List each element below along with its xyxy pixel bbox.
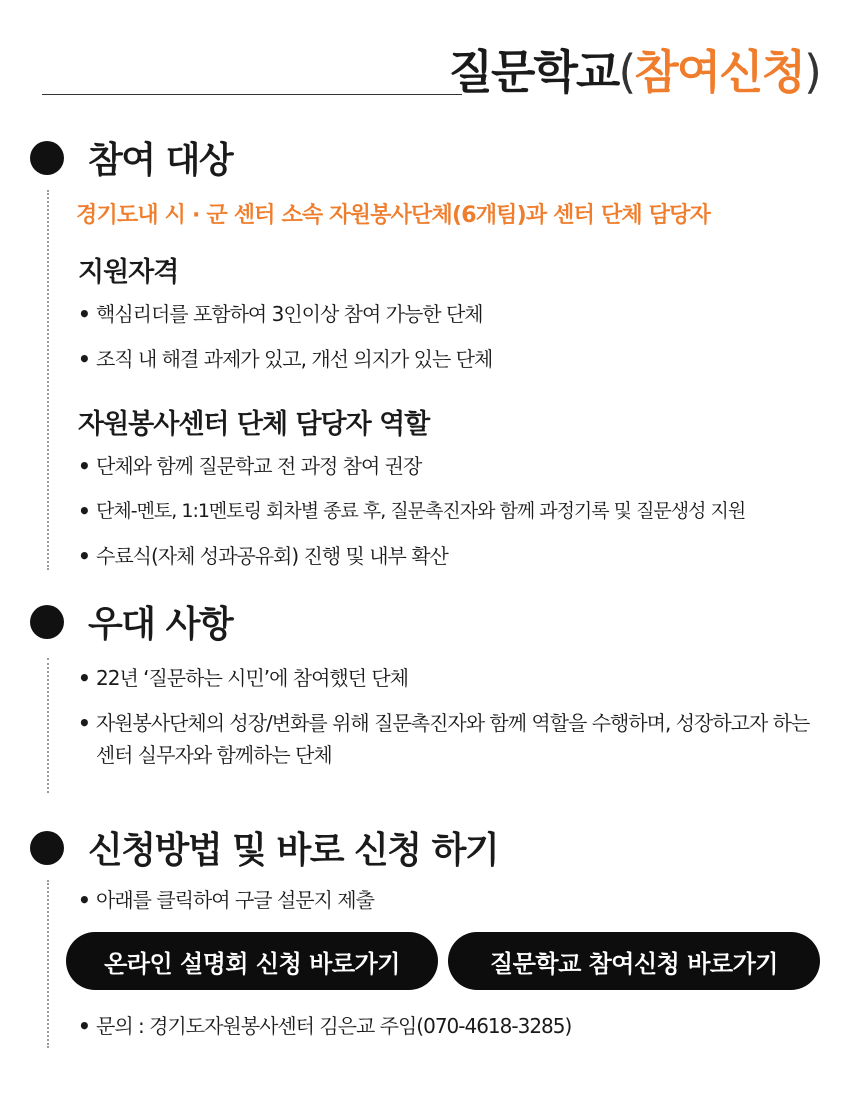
contact-text: 문의 : 경기도자원봉사센터 김은교 주임(070-4618-3285) bbox=[96, 1014, 572, 1038]
list-item bbox=[78, 662, 408, 694]
bullet-mark: • bbox=[78, 711, 90, 735]
list-item bbox=[78, 343, 492, 375]
list-item bbox=[78, 540, 448, 572]
list-item-text: 핵심리더를 포함하여 3인이상 참여 가능한 단체 bbox=[96, 302, 483, 326]
dotted-divider bbox=[47, 658, 49, 793]
list-item-text: 자원봉사단체의 성장/변화를 위해 질문촉진자와 함께 역할을 수행하며, 성장하고자 하는 센터 실무자와 함께하는 단체 bbox=[95, 711, 810, 767]
bullet-mark: • bbox=[78, 499, 90, 523]
bullet-dot-icon bbox=[30, 605, 64, 639]
page-title-main: 질문학교 bbox=[448, 45, 619, 99]
bullet-mark: • bbox=[78, 302, 90, 326]
list-item bbox=[78, 450, 421, 482]
bullet-mark: • bbox=[78, 888, 90, 912]
bullet-mark: • bbox=[78, 544, 90, 568]
section-title: 우대 사항 bbox=[88, 604, 233, 645]
list-item-text: 22년 ‘질문하는 시민’에 참여했던 단체 bbox=[96, 666, 409, 690]
page-title-paren-close: ) bbox=[804, 45, 820, 99]
list-item-text: 조직 내 해결 과제가 있고, 개선 의지가 있는 단체 bbox=[96, 347, 493, 371]
list-item-text: 아래를 클릭하여 구글 설문지 제출 bbox=[96, 888, 374, 912]
bullet-mark: • bbox=[78, 1014, 90, 1038]
apply-button[interactable]: 질문학교 참여신청 바로가기 bbox=[448, 932, 820, 990]
dotted-divider bbox=[47, 190, 49, 570]
section-title: 신청방법 및 바로 신청 하기 bbox=[88, 830, 499, 871]
bullet-mark: • bbox=[78, 666, 90, 690]
list-item bbox=[78, 495, 745, 527]
bullet-mark: • bbox=[78, 454, 90, 478]
section-title: 참여 대상 bbox=[88, 140, 233, 181]
info-session-button[interactable]: 온라인 설명회 신청 바로가기 bbox=[66, 932, 438, 990]
section-participants-heading bbox=[30, 132, 232, 183]
section-preference-heading bbox=[30, 596, 232, 647]
page-title-highlight: 참여신청 bbox=[634, 45, 805, 99]
bullet-mark: • bbox=[78, 347, 90, 371]
list-item-text: 단체-멘토, 1:1멘토링 회차별 종료 후, 질문촉진자와 함께 과정기록 및 질문생성 지원 bbox=[96, 500, 746, 522]
bullet-dot-icon bbox=[30, 831, 64, 865]
list-item bbox=[78, 884, 374, 916]
contact-item bbox=[78, 1010, 571, 1042]
target-highlight: 경기도내 시 · 군 센터 소속 자원봉사단체(6개팀)과 센터 단체 담당자 bbox=[76, 203, 711, 228]
header-rule bbox=[42, 94, 462, 95]
list-item bbox=[78, 298, 483, 330]
page-title bbox=[449, 40, 820, 104]
section-apply-heading bbox=[30, 822, 498, 873]
qualification-heading: 지원자격 bbox=[78, 257, 179, 288]
page-title-paren-open: ( bbox=[618, 45, 635, 99]
bullet-dot-icon bbox=[30, 141, 64, 175]
list-item-text: 수료식(자체 성과공유회) 진행 및 내부 확산 bbox=[96, 544, 448, 568]
dotted-divider bbox=[47, 880, 49, 1048]
list-item-text: 단체와 함께 질문학교 전 과정 참여 권장 bbox=[96, 454, 422, 478]
list-item bbox=[78, 707, 818, 771]
role-heading: 자원봉사센터 단체 담당자 역할 bbox=[78, 409, 430, 440]
